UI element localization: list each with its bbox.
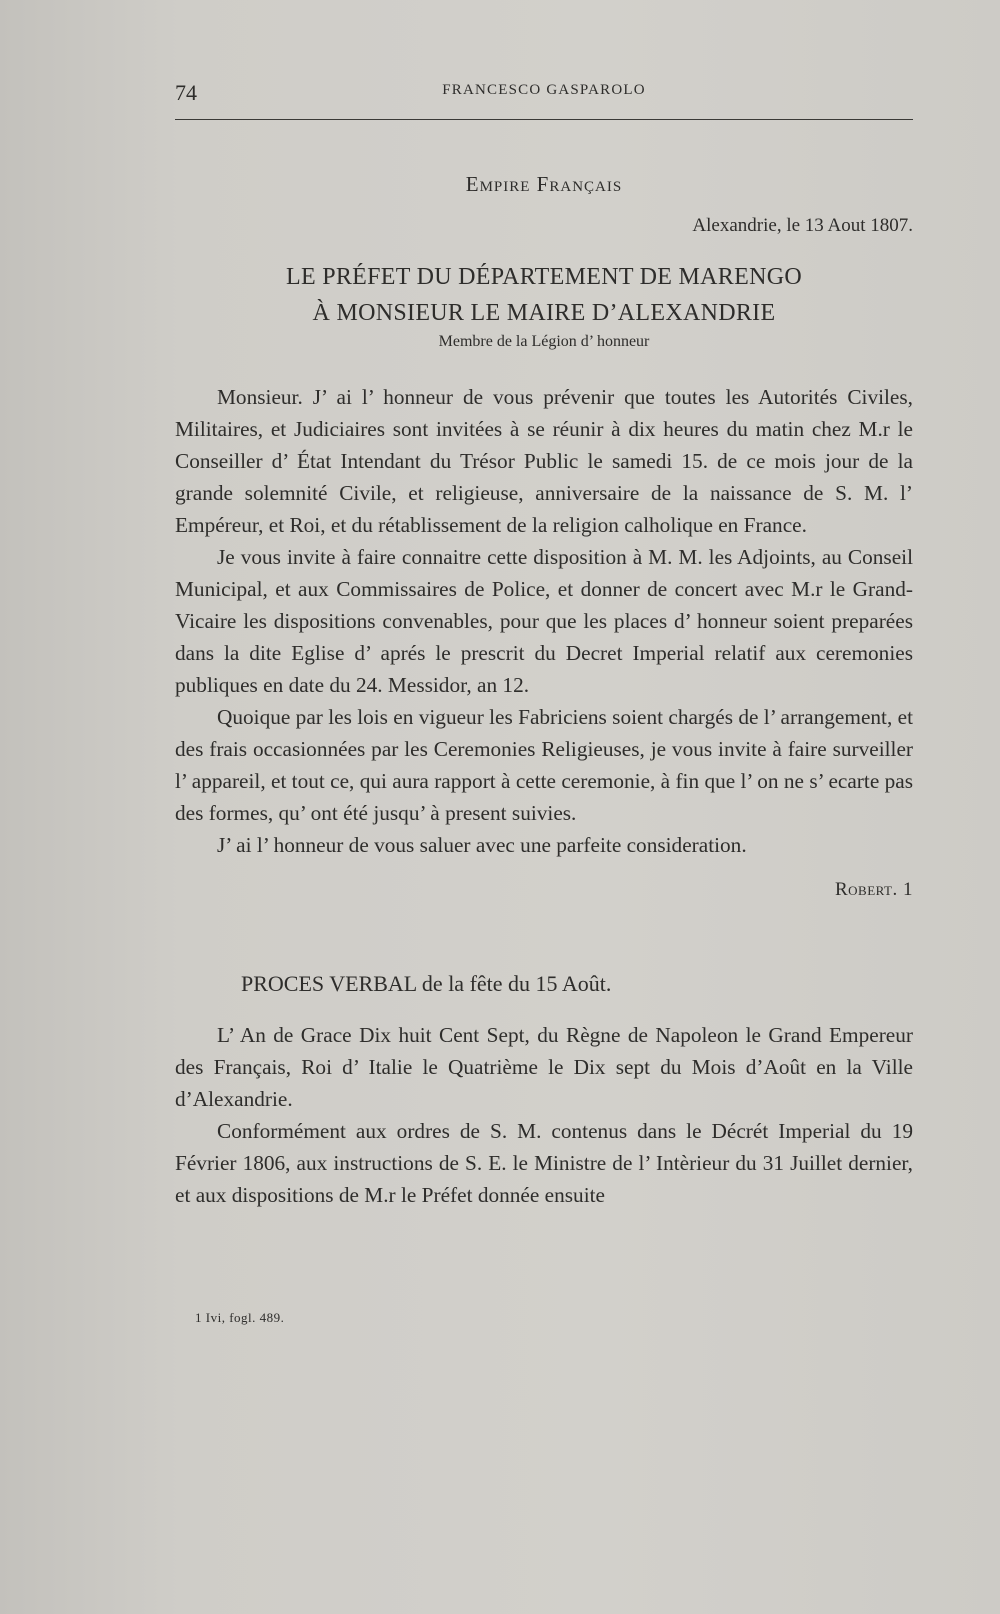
running-head: FRANCESCO GASPAROLO bbox=[442, 82, 646, 98]
proces-verbal-paragraph-1: L’ An de Grace Dix huit Cent Sept, du Règne de Napoleon le Grand Empereur des Français, Roi d’ Italie le Quatrième le Dix sept du Mois d’Août en la Ville d’Alexandrie. bbox=[175, 1023, 913, 1111]
proces-verbal-title: PROCES VERBAL de la fête du 15 Août. bbox=[241, 971, 612, 996]
letter-paragraph-3: Quoique par les lois en vigueur les Fabriciens soient chargés de l’ arrangement, et des frais occasionnées par les Ceremonies Religieuses, je vous invite à faire surveiller l’ appareil, et tout ce, qui aura rapport à cette ceremonie, à fin que l’ on ne s’ ecarte pas des formes, qu’ ont été jusqu’ à present suivies. bbox=[175, 705, 913, 825]
proces-verbal-paragraph-2: Conformément aux ordres de S. M. contenus dans le Décrét Imperial du 19 Février 1806, aux instructions de S. E. le Ministre de l’ Intèrieur du 31 Juillet dernier, et aux dispositions de M.r le Préfet donnée ensuite bbox=[175, 1119, 913, 1207]
letter-paragraph-2: Je vous invite à faire connaitre cette disposition à M. M. les Adjoints, au Conseil Municipal, et aux Commissaires de Police, et donner de concert avec M.r le Grand-Vicaire les dispositions convenables, pour que les places d’ honneur soient preparées dans la dite Eglise d’ aprés le prescrit du Decret Imperial relatif aux ceremonies publiques en date du 24. Messidor, an 12. bbox=[175, 545, 913, 697]
address-line-3: Membre de la Légion d’ honneur bbox=[438, 333, 650, 350]
letter-paragraph-4: J’ ai l’ honneur de vous saluer avec une parfeite consideration. bbox=[217, 833, 747, 857]
address-line-1: LE PRÉFET DU DÉPARTEMENT DE MARENGO bbox=[286, 264, 802, 290]
address-line-2: À MONSIEUR LE MAIRE D’ALEXANDRIE bbox=[312, 300, 776, 326]
letter-heading: Empire Français bbox=[465, 172, 623, 196]
letter-paragraph-1: Monsieur. J’ ai l’ honneur de vous prévenir que toutes les Autorités Civiles, Militaires, et Judiciaires sont invitées à se réunir à dix heures du matin chez M.r le Conseiller d’ État Intendant du Trésor Public le samedi 15. de ce mois jour de la grande solemnité Civile, et religieuse, anniversaire de la naissance de S. M. l’ Empéreur, et Roi, et du rétablissement de la religion calholique en France. bbox=[175, 385, 913, 537]
page-content bbox=[175, 172, 913, 1211]
letter-dateline: Alexandrie, le 13 Aout 1807. bbox=[692, 215, 913, 236]
page-number: 74 bbox=[175, 80, 197, 105]
header-rule bbox=[175, 119, 913, 120]
page-header bbox=[175, 80, 913, 110]
letter-signature: Robert. 1 bbox=[834, 879, 913, 900]
footnote: 1 Ivi, fogl. 489. bbox=[195, 1310, 285, 1325]
